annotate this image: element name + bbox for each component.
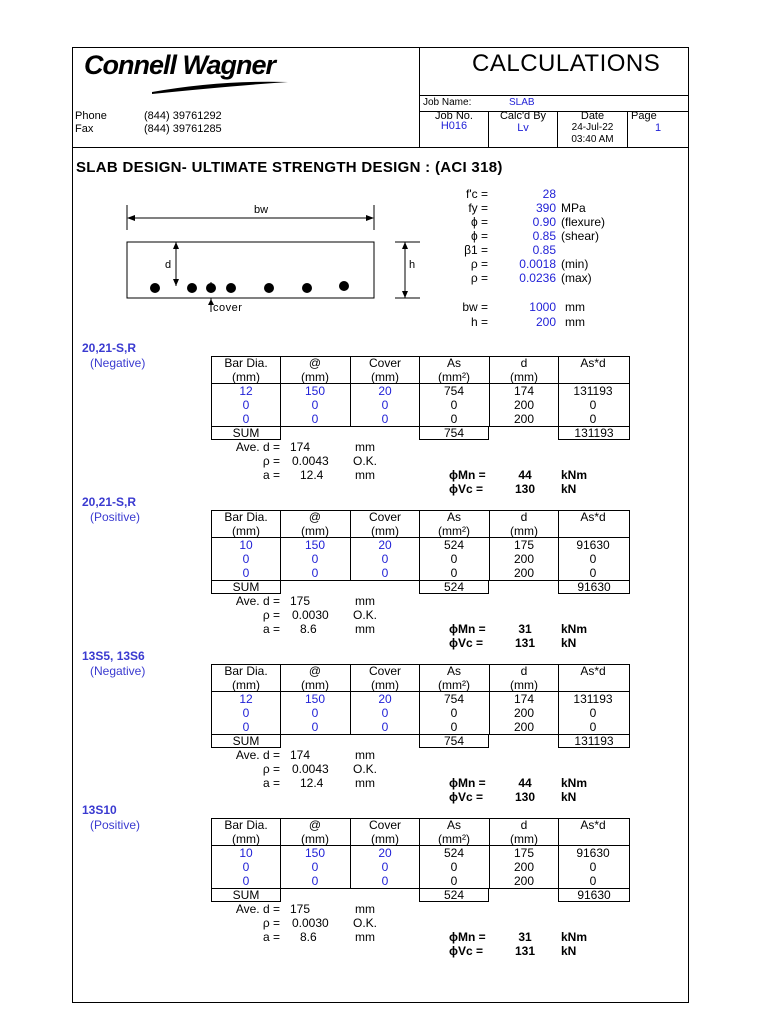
company-logo: Connell Wagner [84, 50, 276, 80]
table-cell: 200 [513, 398, 535, 412]
sum-as: 524 [443, 580, 465, 594]
param-unit: (flexure) [561, 215, 606, 229]
job-name-value: SLAB [509, 97, 535, 108]
rho-label: ρ = [262, 454, 280, 468]
table-cell: 0 [242, 706, 250, 720]
date-value: 24-Jul-22 [571, 122, 614, 133]
ave-d-label: Ave. d = [235, 748, 280, 762]
job-no-label: Job No. [435, 110, 473, 122]
table-cell: 0 [242, 566, 250, 580]
table-header-cell: d [520, 818, 528, 832]
sum-as: 754 [443, 426, 465, 440]
dim-value: 200 [535, 315, 556, 329]
phi-mn-label: ϕMn = [449, 622, 486, 636]
phi-vc-value: 130 [514, 482, 536, 496]
table-header-cell: As*d [580, 356, 606, 370]
table-cell: 0 [589, 860, 597, 874]
phi-mn-label: ϕMn = [449, 468, 486, 482]
section-title: 13S5, 13S6 [82, 649, 145, 663]
fax-label: Fax [75, 123, 94, 135]
table-cell: 175 [513, 846, 535, 860]
phi-vc-label: ϕVc = [449, 636, 484, 650]
table-cell: 0 [589, 720, 597, 734]
table-cell: 20 [378, 846, 392, 860]
table-cell: 200 [513, 720, 535, 734]
param-label: f'c = [466, 187, 488, 201]
phi-vc-unit: kN [561, 636, 577, 650]
a-label: a = [262, 776, 280, 790]
dim-value: 1000 [529, 300, 556, 314]
table-header-unit: (mm) [371, 370, 399, 384]
table-cell: 0 [242, 398, 250, 412]
table-header-cell: Cover [368, 664, 401, 678]
table-cell: 150 [304, 692, 326, 706]
a-label: a = [262, 930, 280, 944]
dim-unit: mm [565, 315, 585, 329]
phi-mn-value: 44 [518, 776, 532, 790]
param-label: β1 = [464, 243, 488, 257]
phi-vc-label: ϕVc = [449, 944, 484, 958]
table-header-unit: (mm²) [438, 524, 470, 538]
table-cell: 0 [450, 412, 458, 426]
table-header-unit: (mm) [232, 678, 260, 692]
ave-d-value: 175 [290, 902, 311, 916]
phi-mn-label: ϕMn = [449, 776, 486, 790]
phi-mn-unit: kNm [561, 622, 588, 636]
table-header-unit: (mm) [510, 524, 538, 538]
phi-vc-value: 131 [514, 944, 536, 958]
table-cell: 0 [311, 412, 319, 426]
table-cell: 0 [450, 552, 458, 566]
table-cell: 0 [589, 706, 597, 720]
table-cell: 0 [381, 860, 389, 874]
a-value: 8.6 [300, 930, 317, 944]
a-value: 8.6 [300, 622, 317, 636]
ave-d-value: 174 [290, 748, 311, 762]
table-cell: 0 [381, 706, 389, 720]
a-label: a = [262, 468, 280, 482]
sum-label: SUM [232, 734, 260, 748]
table-cell: 0 [311, 398, 319, 412]
rho-status: O.K. [353, 916, 378, 930]
fax-value: (844) 39761285 [144, 123, 222, 135]
table-cell: 0 [450, 874, 458, 888]
phi-mn-unit: kNm [561, 776, 588, 790]
param-label: ϕ = [470, 229, 488, 243]
rho-value: 0.0043 [292, 454, 329, 468]
table-header-unit: (mm) [301, 370, 329, 384]
param-label: ρ = [470, 257, 488, 271]
table-cell: 200 [513, 412, 535, 426]
bw-dimension-label: bw [254, 204, 269, 216]
table-header-cell: Bar Dia. [224, 664, 268, 678]
table-header-cell: @ [308, 510, 322, 524]
table-header-cell: As*d [580, 510, 606, 524]
a-unit: mm [355, 468, 375, 482]
table-header-unit: (mm) [371, 524, 399, 538]
rho-status: O.K. [353, 762, 378, 776]
sum-label: SUM [232, 580, 260, 594]
table-cell: 131193 [573, 692, 613, 706]
table-cell: 10 [239, 538, 253, 552]
table-cell: 200 [513, 874, 535, 888]
ave-d-unit: mm [355, 594, 375, 608]
phi-mn-unit: kNm [561, 930, 588, 944]
table-cell: 0 [589, 552, 597, 566]
table-cell: 0 [381, 566, 389, 580]
table-cell: 12 [239, 692, 253, 706]
phi-vc-label: ϕVc = [449, 482, 484, 496]
h-dimension-label: h [409, 259, 416, 271]
phi-vc-value: 131 [514, 636, 536, 650]
sum-as: 754 [443, 734, 465, 748]
table-cell: 754 [443, 384, 465, 398]
param-label: ρ = [470, 271, 488, 285]
time-value: 03:40 AM [571, 134, 614, 145]
table-cell: 12 [239, 384, 253, 398]
phi-vc-unit: kN [561, 482, 577, 496]
table-header-cell: Cover [368, 510, 401, 524]
table-header-cell: @ [308, 356, 322, 370]
section-subtitle: (Positive) [90, 510, 141, 524]
table-header-unit: (mm) [232, 832, 260, 846]
table-header-unit: (mm) [232, 524, 260, 538]
table-cell: 150 [304, 538, 326, 552]
table-cell: 0 [381, 552, 389, 566]
table-cell: 0 [242, 412, 250, 426]
d-dimension-label: d [165, 259, 172, 271]
ave-d-unit: mm [355, 748, 375, 762]
sum-asd: 131193 [574, 426, 614, 440]
logo-swoosh [150, 78, 290, 96]
table-cell: 524 [443, 846, 465, 860]
param-value: 390 [535, 201, 556, 215]
table-cell: 0 [450, 566, 458, 580]
phi-mn-unit: kNm [561, 468, 588, 482]
table-cell: 20 [378, 384, 392, 398]
table-header-unit: (mm) [371, 678, 399, 692]
table-header-cell: As [446, 664, 461, 678]
table-header-cell: Bar Dia. [224, 818, 268, 832]
cover-label: cover [213, 302, 243, 314]
date-label: Date [580, 110, 605, 122]
design-title: SLAB DESIGN- ULTIMATE STRENGTH DESIGN : (ACI 318) [76, 159, 503, 176]
table-header-cell: Cover [368, 356, 401, 370]
rho-status: O.K. [353, 608, 378, 622]
param-value: 28 [542, 187, 556, 201]
table-header-unit: (mm) [301, 678, 329, 692]
page-label: Page [631, 110, 657, 122]
table-header-cell: As*d [580, 818, 606, 832]
table-header-cell: d [520, 356, 528, 370]
calcd-by-label: Calc'd By [499, 110, 547, 122]
phone-value: (844) 39761292 [144, 110, 222, 122]
table-cell: 0 [381, 398, 389, 412]
param-value: 0.0018 [519, 257, 556, 271]
param-unit: MPa [561, 201, 586, 215]
table-header-cell: As*d [580, 664, 606, 678]
sum-label: SUM [232, 888, 260, 902]
table-cell: 0 [311, 706, 319, 720]
header-rule [419, 95, 689, 96]
table-cell: 0 [589, 566, 597, 580]
a-value: 12.4 [300, 468, 324, 482]
phi-vc-unit: kN [561, 790, 577, 804]
table-header-unit: (mm²) [438, 370, 470, 384]
param-label: fy = [468, 201, 488, 215]
ave-d-label: Ave. d = [235, 902, 280, 916]
page-title: CALCULATIONS [472, 50, 661, 77]
dim-label: h = [470, 315, 488, 329]
table-cell: 0 [381, 720, 389, 734]
ave-d-value: 174 [290, 440, 311, 454]
job-name-label: Job Name: [423, 97, 472, 108]
table-cell: 200 [513, 860, 535, 874]
rho-value: 0.0030 [292, 608, 329, 622]
table-cell: 0 [589, 412, 597, 426]
table-cell: 200 [513, 706, 535, 720]
table-cell: 0 [381, 412, 389, 426]
table-cell: 0 [589, 398, 597, 412]
dim-label: bw = [462, 300, 488, 314]
param-value: 0.0236 [519, 271, 556, 285]
param-unit: (shear) [561, 229, 600, 243]
rho-label: ρ = [262, 916, 280, 930]
table-cell: 91630 [576, 846, 610, 860]
param-value: 0.90 [532, 215, 556, 229]
section-title: 20,21-S,R [82, 495, 137, 509]
ave-d-label: Ave. d = [235, 440, 280, 454]
section-subtitle: (Positive) [90, 818, 141, 832]
rho-value: 0.0030 [292, 916, 329, 930]
table-header-unit: (mm) [510, 370, 538, 384]
table-cell: 150 [304, 846, 326, 860]
table-cell: 0 [311, 566, 319, 580]
param-unit: (min) [561, 257, 589, 271]
table-header-cell: Bar Dia. [224, 356, 268, 370]
table-header-unit: (mm) [301, 832, 329, 846]
sum-asd: 91630 [577, 888, 611, 902]
rho-value: 0.0043 [292, 762, 329, 776]
phi-mn-value: 31 [518, 930, 532, 944]
section-subtitle: (Negative) [90, 356, 146, 370]
a-label: a = [262, 622, 280, 636]
table-cell: 0 [242, 860, 250, 874]
job-no-value: H016 [440, 120, 468, 132]
table-cell: 200 [513, 552, 535, 566]
table-header-cell: d [520, 510, 528, 524]
table-header-unit: (mm) [510, 832, 538, 846]
table-cell: 0 [311, 860, 319, 874]
table-cell: 174 [513, 384, 535, 398]
table-cell: 175 [513, 538, 535, 552]
ave-d-unit: mm [355, 902, 375, 916]
param-unit: (max) [561, 271, 592, 285]
sum-asd: 131193 [574, 734, 614, 748]
calcd-by-value: Lv [517, 122, 529, 134]
phi-vc-label: ϕVc = [449, 790, 484, 804]
table-header-cell: @ [308, 664, 322, 678]
table-cell: 0 [589, 874, 597, 888]
table-header-cell: As [446, 356, 461, 370]
param-label: ϕ = [470, 215, 488, 229]
dim-unit: mm [565, 300, 585, 314]
table-cell: 0 [311, 720, 319, 734]
table-cell: 0 [242, 874, 250, 888]
a-unit: mm [355, 930, 375, 944]
table-cell: 10 [239, 846, 253, 860]
table-cell: 20 [378, 538, 392, 552]
rho-label: ρ = [262, 762, 280, 776]
table-cell: 0 [381, 874, 389, 888]
phi-vc-value: 130 [514, 790, 536, 804]
header-divider [419, 47, 420, 96]
table-cell: 0 [311, 552, 319, 566]
table-header-unit: (mm) [232, 370, 260, 384]
table-header-cell: As [446, 510, 461, 524]
param-value: 0.85 [532, 229, 556, 243]
table-header-unit: (mm) [510, 678, 538, 692]
phone-label: Phone [75, 110, 107, 122]
page-value: 1 [654, 122, 662, 134]
table-cell: 91630 [576, 538, 610, 552]
param-value: 0.85 [532, 243, 556, 257]
table-cell: 200 [513, 566, 535, 580]
table-header-cell: Bar Dia. [224, 510, 268, 524]
rho-label: ρ = [262, 608, 280, 622]
table-cell: 0 [450, 398, 458, 412]
table-cell: 20 [378, 692, 392, 706]
header-bottom-rule [72, 147, 689, 148]
phi-vc-unit: kN [561, 944, 577, 958]
phi-mn-value: 44 [518, 468, 532, 482]
section-title: 20,21-S,R [82, 341, 137, 355]
a-value: 12.4 [300, 776, 324, 790]
section-title: 13S10 [82, 803, 117, 817]
table-header-unit: (mm) [371, 832, 399, 846]
table-cell: 131193 [573, 384, 613, 398]
section-subtitle: (Negative) [90, 664, 146, 678]
sum-as: 524 [443, 888, 465, 902]
table-cell: 0 [242, 552, 250, 566]
rho-status: O.K. [353, 454, 378, 468]
ave-d-label: Ave. d = [235, 594, 280, 608]
table-cell: 524 [443, 538, 465, 552]
a-unit: mm [355, 622, 375, 636]
phi-mn-label: ϕMn = [449, 930, 486, 944]
table-cell: 0 [450, 720, 458, 734]
table-header-cell: Cover [368, 818, 401, 832]
table-cell: 150 [304, 384, 326, 398]
table-cell: 0 [450, 860, 458, 874]
table-header-cell: @ [308, 818, 322, 832]
table-cell: 0 [450, 706, 458, 720]
table-header-unit: (mm) [301, 524, 329, 538]
ave-d-unit: mm [355, 440, 375, 454]
ave-d-value: 175 [290, 594, 311, 608]
sum-asd: 91630 [577, 580, 611, 594]
table-header-unit: (mm²) [438, 832, 470, 846]
table-cell: 754 [443, 692, 465, 706]
table-header-unit: (mm²) [438, 678, 470, 692]
table-header-cell: d [520, 664, 528, 678]
table-header-cell: As [446, 818, 461, 832]
table-cell: 0 [311, 874, 319, 888]
table-cell: 174 [513, 692, 535, 706]
a-unit: mm [355, 776, 375, 790]
sum-label: SUM [232, 426, 260, 440]
table-cell: 0 [242, 720, 250, 734]
phi-mn-value: 31 [518, 622, 532, 636]
